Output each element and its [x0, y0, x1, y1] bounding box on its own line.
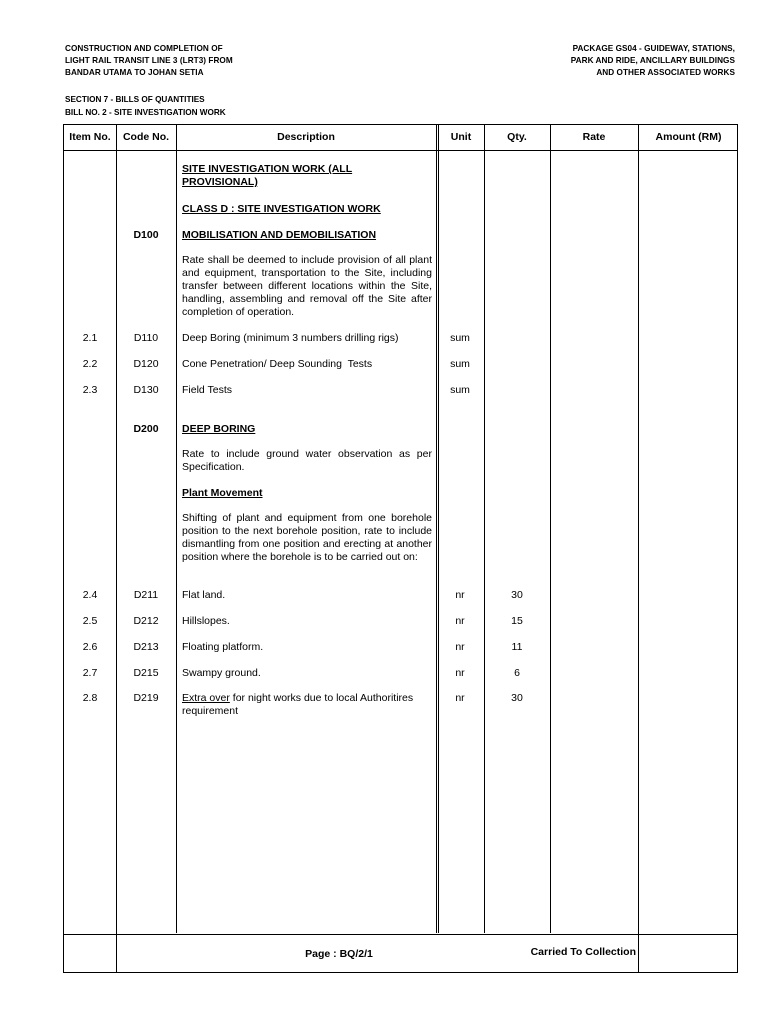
- code-cell: D213: [133, 641, 159, 653]
- extra-over-term: Extra over: [182, 692, 230, 704]
- project-title: [65, 43, 233, 79]
- column-header-item: Item No.: [69, 131, 111, 143]
- description-cell: Field Tests: [182, 384, 232, 396]
- package-title: [571, 43, 735, 79]
- bill-of-quantities-table: [63, 124, 738, 973]
- description-cell: SITE INVESTIGATION WORK (ALL PROVISIONAL): [182, 163, 353, 188]
- column-header-rate: Rate: [582, 131, 606, 143]
- item-cell: 2.6: [82, 641, 98, 653]
- column-divider: [550, 125, 551, 933]
- description-cell: [182, 692, 432, 718]
- description-cell: Deep Boring (minimum 3 numbers drilling rigs): [182, 332, 399, 344]
- code-cell: D219: [133, 692, 159, 704]
- description-cell: Flat land.: [182, 589, 226, 601]
- package-title-line: PACKAGE GS04 - GUIDEWAY, STATIONS,: [572, 44, 735, 53]
- item-cell: 2.5: [82, 615, 98, 627]
- unit-cell: nr: [455, 667, 465, 679]
- column-divider: [116, 125, 117, 972]
- carried-to-collection: Carried To Collection: [530, 946, 636, 958]
- footer-rule: [64, 934, 737, 935]
- column-divider: [638, 125, 639, 972]
- unit-cell: sum: [450, 332, 470, 344]
- qty-cell: 30: [511, 692, 523, 704]
- unit-cell: nr: [455, 589, 465, 601]
- column-divider: [436, 125, 437, 933]
- description-cell: Cone Penetration/ Deep Sounding Tests: [182, 358, 373, 370]
- item-cell: 2.1: [82, 332, 98, 344]
- column-divider: [438, 125, 439, 933]
- unit-cell: sum: [450, 384, 470, 396]
- column-header-unit: Unit: [450, 131, 472, 143]
- description-cell: Floating platform.: [182, 641, 264, 653]
- code-cell: D212: [133, 615, 159, 627]
- unit-cell: sum: [450, 358, 470, 370]
- qty-cell: 11: [511, 641, 523, 653]
- code-cell: D110: [133, 332, 159, 344]
- code-cell: D130: [133, 384, 159, 396]
- description-text: for night works due to local Authoritires requirement: [182, 692, 414, 717]
- description-cell: Rate shall be deemed to include provision of all plant and equipment, transportation to the Site, including transfer between different locations within the Site, handling, assembling and removal off the Site after completion of operation.: [182, 254, 432, 318]
- package-title-line: PARK AND RIDE, ANCILLARY BUILDINGS: [570, 56, 735, 65]
- column-header-code: Code No.: [122, 131, 170, 143]
- code-cell: D211: [133, 589, 159, 601]
- description-cell: Rate to include ground water observation as per Specification.: [182, 448, 432, 473]
- column-divider: [484, 125, 485, 933]
- page-number: Page : BQ/2/1: [305, 948, 373, 960]
- package-title-line: AND OTHER ASSOCIATED WORKS: [596, 68, 735, 77]
- item-cell: 2.8: [82, 692, 98, 704]
- description-cell: DEEP BORING: [182, 423, 256, 435]
- column-header-qty: Qty.: [507, 131, 527, 143]
- project-title-line: LIGHT RAIL TRANSIT LINE 3 (LRT3) FROM: [65, 56, 233, 65]
- column-header-description: Description: [277, 131, 335, 143]
- description-cell: CLASS D : SITE INVESTIGATION WORK: [182, 203, 381, 215]
- qty-cell: 6: [514, 667, 520, 679]
- column-header-amount: Amount (RM): [655, 131, 722, 143]
- item-cell: 2.2: [82, 358, 98, 370]
- section-heading: [65, 93, 226, 119]
- code-cell: D120: [133, 358, 159, 370]
- item-cell: 2.7: [82, 667, 98, 679]
- qty-cell: 30: [511, 589, 523, 601]
- code-cell: D100: [133, 229, 159, 241]
- section-title: SECTION 7 - BILLS OF QUANTITIES: [65, 95, 205, 104]
- description-cell: MOBILISATION AND DEMOBILISATION: [182, 229, 377, 241]
- item-cell: 2.3: [82, 384, 98, 396]
- unit-cell: nr: [455, 692, 465, 704]
- description-cell: Swampy ground.: [182, 667, 261, 679]
- unit-cell: nr: [455, 615, 465, 627]
- code-cell: D215: [133, 667, 159, 679]
- project-title-line: CONSTRUCTION AND COMPLETION OF: [65, 44, 223, 53]
- unit-cell: nr: [455, 641, 465, 653]
- qty-cell: 15: [511, 615, 523, 627]
- header-rule: [64, 150, 737, 151]
- code-cell: D200: [133, 423, 159, 435]
- project-title-line: BANDAR UTAMA TO JOHAN SETIA: [65, 68, 204, 77]
- bill-title: BILL NO. 2 - SITE INVESTIGATION WORK: [65, 108, 226, 117]
- description-cell: Plant Movement: [182, 487, 263, 499]
- description-cell: Shifting of plant and equipment from one borehole position to the next borehole position, rate to include dismantling from one position and erecting at another position where the borehole is to be carried out on:: [182, 512, 432, 563]
- item-cell: 2.4: [82, 589, 98, 601]
- column-divider: [176, 125, 177, 933]
- description-cell: Hillslopes.: [182, 615, 230, 627]
